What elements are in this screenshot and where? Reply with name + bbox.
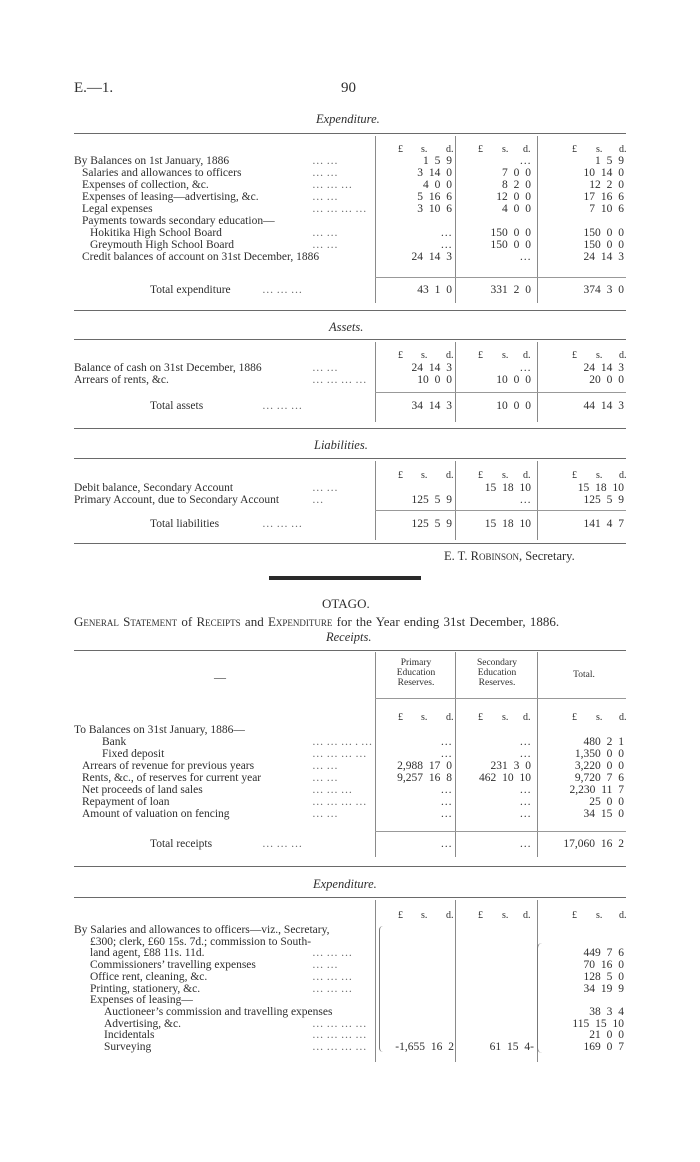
unit-label: s. bbox=[502, 144, 509, 155]
amount-cell: … bbox=[519, 808, 531, 820]
leader-dots: … … … bbox=[312, 982, 353, 995]
unit-label: £ bbox=[478, 712, 483, 723]
section-title-assets: Assets. bbox=[329, 320, 364, 334]
leader-dots: … … … bbox=[262, 838, 303, 850]
unit-label: s. bbox=[421, 712, 428, 723]
document-reference: E.—1. bbox=[74, 80, 114, 96]
unit-label: d. bbox=[523, 712, 531, 723]
row-label: Total expenditure bbox=[150, 284, 231, 296]
amount-cell: 169 0 7 bbox=[583, 1041, 624, 1053]
amount-cell: … bbox=[519, 748, 531, 760]
row-label: By Balances on 1st January, 1886 bbox=[74, 155, 230, 167]
leader-dots: … … … . … bbox=[312, 736, 373, 748]
amount-cell: 9,257 16 8 bbox=[397, 772, 452, 784]
title-part: of bbox=[181, 614, 193, 629]
column-divider bbox=[455, 900, 456, 1062]
leader-dots: … … … … bbox=[312, 1041, 367, 1053]
row-label: Printing, stationery, &c. bbox=[90, 982, 201, 995]
row-label: Net proceeds of land sales bbox=[82, 784, 203, 796]
region-heading: OTAGO. bbox=[322, 596, 370, 611]
subtotal-rule bbox=[375, 831, 626, 832]
row-label: Auctioneer’s commission and travelling expenses bbox=[104, 1005, 333, 1018]
unit-label: s. bbox=[502, 350, 509, 361]
amount-cell: 3 10 6 bbox=[417, 203, 452, 215]
row-label: Incidentals bbox=[104, 1029, 155, 1042]
row-label: To Balances on 31st January, 1886— bbox=[74, 724, 245, 736]
row-label: Balance of cash on 31st December, 1886 bbox=[74, 362, 262, 374]
row-label: Payments towards secondary education— bbox=[82, 215, 275, 227]
column-head-line: Education bbox=[396, 668, 436, 678]
unit-label: d. bbox=[523, 910, 531, 921]
column-head-dash: — bbox=[214, 670, 226, 684]
title-part: for the Year ending 31st December, 1886. bbox=[336, 614, 560, 629]
leader-dots: … … bbox=[312, 482, 338, 494]
row-label: Commissioners’ travelling expenses bbox=[90, 959, 256, 972]
row-label: Salaries and allowances to officers bbox=[82, 167, 242, 179]
leader-dots: … … bbox=[312, 362, 338, 374]
unit-label: s. bbox=[596, 144, 603, 155]
unit-label: s. bbox=[596, 470, 603, 481]
row-label: Credit balances of account on 31st December, 1886 bbox=[82, 251, 320, 263]
statement-title bbox=[74, 614, 559, 630]
unit-label: s. bbox=[421, 910, 428, 921]
column-divider bbox=[537, 652, 538, 857]
amount-cell: 70 16 0 bbox=[583, 959, 624, 972]
row-label: Hokitika High School Board bbox=[90, 227, 222, 239]
row-label: Expenses of leasing—advertising, &c. bbox=[82, 191, 259, 203]
leader-dots: … … bbox=[312, 191, 338, 203]
combined-amount: 61 15 4- bbox=[489, 1041, 534, 1053]
amount-cell: 2,230 11 7 bbox=[569, 784, 624, 796]
unit-label: £ bbox=[572, 470, 577, 481]
leader-dots: … … bbox=[312, 167, 338, 179]
row-label: Arrears of rents, &c. bbox=[74, 374, 169, 386]
amount-cell: … bbox=[519, 736, 531, 748]
unit-label: £ bbox=[398, 470, 403, 481]
amount-cell: 34 14 3 bbox=[411, 400, 452, 412]
row-label: Surveying bbox=[104, 1041, 152, 1053]
subtotal-rule bbox=[375, 392, 626, 393]
leader-dots: … … … … bbox=[312, 796, 367, 808]
unit-label: s. bbox=[502, 712, 509, 723]
unit-label: £ bbox=[572, 910, 577, 921]
signature-name: Robinson bbox=[470, 549, 519, 563]
column-head-total: Total. bbox=[573, 670, 595, 680]
column-divider bbox=[375, 652, 376, 857]
unit-label: s. bbox=[502, 910, 509, 921]
column-head-line: Education bbox=[477, 668, 517, 678]
column-divider bbox=[455, 652, 456, 857]
row-label: land agent, £88 11s. 11d. bbox=[90, 947, 205, 960]
amount-cell: 44 14 3 bbox=[583, 400, 624, 412]
column-divider bbox=[537, 342, 538, 422]
unit-label: £ bbox=[478, 144, 483, 155]
leader-dots: … … bbox=[312, 760, 338, 772]
amount-cell: 480 2 1 bbox=[583, 736, 624, 748]
unit-label: £ bbox=[398, 910, 403, 921]
amount-cell: 231 3 0 bbox=[490, 760, 531, 772]
unit-label: d. bbox=[619, 712, 627, 723]
amount-cell: 21 0 0 bbox=[589, 1029, 624, 1042]
leader-dots: … … … … bbox=[312, 1029, 367, 1042]
section-separator bbox=[269, 576, 421, 580]
amount-cell: 24 14 3 bbox=[411, 362, 452, 374]
amount-cell: 150 0 0 bbox=[583, 239, 624, 251]
amount-cell: 1,350 0 0 bbox=[574, 748, 624, 760]
leader-dots: … bbox=[312, 494, 324, 506]
amount-cell: 17 16 6 bbox=[583, 191, 624, 203]
column-head-line: Secondary bbox=[476, 658, 518, 668]
unit-label: s. bbox=[596, 712, 603, 723]
row-label: Rents, &c., of reserves for current year bbox=[82, 772, 262, 784]
leader-dots: … … … bbox=[312, 947, 353, 960]
title-part: Expenditure bbox=[267, 614, 333, 629]
signature-role: , Secretary. bbox=[518, 549, 575, 563]
row-label: Debit balance, Secondary Account bbox=[74, 482, 234, 494]
unit-label: s. bbox=[421, 470, 428, 481]
amount-cell: … bbox=[440, 736, 452, 748]
row-label: Expenses of leasing— bbox=[90, 994, 193, 1007]
amount-cell: 4 0 0 bbox=[423, 179, 452, 191]
column-head-secondary bbox=[457, 658, 537, 688]
amount-cell: 9,720 7 6 bbox=[574, 772, 624, 784]
grouping-brace bbox=[379, 926, 384, 1052]
leader-dots: … … … … bbox=[312, 203, 367, 215]
amount-cell: 24 14 3 bbox=[411, 251, 452, 263]
amount-cell: 2,988 17 0 bbox=[397, 760, 452, 772]
amount-cell: 115 15 10 bbox=[572, 1017, 624, 1030]
unit-label: £ bbox=[398, 350, 403, 361]
row-label: Total receipts bbox=[150, 838, 213, 850]
page-number: 90 bbox=[341, 80, 356, 96]
column-head-line: Reserves. bbox=[478, 678, 516, 688]
unit-label: d. bbox=[619, 910, 627, 921]
amount-cell: 43 1 0 bbox=[417, 284, 452, 296]
row-label: Arrears of revenue for previous years bbox=[82, 760, 255, 772]
amount-cell: 10 0 0 bbox=[496, 400, 531, 412]
row-label: Primary Account, due to Secondary Account bbox=[74, 494, 280, 506]
unit-label: s. bbox=[421, 144, 428, 155]
amount-cell: 150 0 0 bbox=[490, 239, 531, 251]
unit-label: d. bbox=[446, 470, 454, 481]
leader-dots: … … bbox=[312, 959, 338, 972]
amount-cell: 331 2 0 bbox=[490, 284, 531, 296]
unit-label: £ bbox=[478, 350, 483, 361]
grouping-brace bbox=[537, 943, 542, 1053]
table-rule bbox=[74, 650, 626, 651]
amount-cell: 1 5 9 bbox=[595, 155, 624, 167]
row-label: Office rent, cleaning, &c. bbox=[90, 970, 208, 983]
leader-dots: … … bbox=[312, 808, 338, 820]
leader-dots: … … … bbox=[312, 970, 353, 983]
amount-cell: 125 5 9 bbox=[411, 494, 452, 506]
leader-dots: … … … bbox=[312, 784, 353, 796]
unit-label: s. bbox=[502, 470, 509, 481]
amount-cell: 374 3 0 bbox=[583, 284, 624, 296]
amount-cell: 34 15 0 bbox=[583, 808, 624, 820]
amount-cell: 150 0 0 bbox=[490, 227, 531, 239]
amount-cell: 10 0 0 bbox=[417, 374, 452, 386]
unit-label: d. bbox=[619, 144, 627, 155]
amount-cell: 462 10 10 bbox=[479, 772, 531, 784]
row-label: Expenses of collection, &c. bbox=[82, 179, 209, 191]
table-rule bbox=[74, 866, 626, 867]
amount-cell: … bbox=[519, 838, 531, 850]
row-label: £300; clerk, £60 15s. 7d.; commission to South- bbox=[90, 935, 312, 948]
amount-cell: 38 3 4 bbox=[589, 1005, 624, 1018]
unit-label: d. bbox=[446, 910, 454, 921]
leader-dots: … … … bbox=[312, 179, 353, 191]
amount-cell: 8 2 0 bbox=[502, 179, 531, 191]
amount-cell: 128 5 0 bbox=[583, 970, 624, 983]
amount-cell: 125 5 9 bbox=[583, 494, 624, 506]
amount-cell: … bbox=[440, 227, 452, 239]
unit-label: d. bbox=[619, 470, 627, 481]
row-label: Bank bbox=[102, 736, 127, 748]
unit-label: £ bbox=[478, 470, 483, 481]
leader-dots: … … bbox=[312, 227, 338, 239]
leader-dots: … … … … bbox=[312, 748, 367, 760]
row-label: Total liabilities bbox=[150, 518, 220, 530]
amount-cell: 1 5 9 bbox=[423, 155, 452, 167]
unit-label: d. bbox=[446, 712, 454, 723]
amount-cell: 12 0 0 bbox=[496, 191, 531, 203]
amount-cell: … bbox=[519, 494, 531, 506]
leader-dots: … … bbox=[312, 155, 338, 167]
amount-cell: … bbox=[519, 155, 531, 167]
unit-label: s. bbox=[596, 910, 603, 921]
amount-cell: … bbox=[519, 251, 531, 263]
amount-cell: 150 0 0 bbox=[583, 227, 624, 239]
table-rule bbox=[74, 310, 626, 311]
amount-cell: 3,220 0 0 bbox=[574, 760, 624, 772]
column-divider bbox=[375, 461, 376, 540]
unit-label: £ bbox=[478, 910, 483, 921]
unit-label: d. bbox=[446, 144, 454, 155]
signature-initials: E. T. bbox=[444, 549, 468, 563]
amount-cell: … bbox=[440, 796, 452, 808]
table-rule bbox=[74, 458, 626, 459]
amount-cell: … bbox=[440, 808, 452, 820]
amount-cell: 7 10 6 bbox=[589, 203, 624, 215]
unit-label: £ bbox=[398, 712, 403, 723]
amount-cell: 10 14 0 bbox=[583, 167, 624, 179]
amount-cell: 34 19 9 bbox=[583, 982, 624, 995]
amount-cell: 20 0 0 bbox=[589, 374, 624, 386]
amount-cell: 449 7 6 bbox=[583, 947, 624, 960]
amount-cell: 10 0 0 bbox=[496, 374, 531, 386]
title-part: General Statement bbox=[74, 614, 178, 629]
amount-cell: 24 14 3 bbox=[583, 362, 624, 374]
row-label: Total assets bbox=[150, 400, 204, 412]
table-rule bbox=[74, 428, 626, 429]
table-rule bbox=[74, 133, 626, 134]
amount-cell: 5 16 6 bbox=[417, 191, 452, 203]
amount-cell: 125 5 9 bbox=[411, 518, 452, 530]
unit-label: £ bbox=[572, 144, 577, 155]
unit-label: d. bbox=[619, 350, 627, 361]
row-label: Legal expenses bbox=[82, 203, 153, 215]
leader-dots: … … … bbox=[262, 284, 303, 296]
header-rule bbox=[375, 698, 626, 699]
column-divider bbox=[455, 461, 456, 540]
row-label: Fixed deposit bbox=[102, 748, 165, 760]
unit-label: £ bbox=[572, 350, 577, 361]
row-label: Amount of valuation on fencing bbox=[82, 808, 230, 820]
unit-label: s. bbox=[421, 350, 428, 361]
amount-cell: … bbox=[440, 748, 452, 760]
unit-label: s. bbox=[596, 350, 603, 361]
amount-cell: … bbox=[519, 784, 531, 796]
title-part: and bbox=[244, 614, 264, 629]
unit-label: d. bbox=[523, 144, 531, 155]
amount-cell: … bbox=[519, 362, 531, 374]
amount-cell: 7 0 0 bbox=[502, 167, 531, 179]
column-divider bbox=[375, 342, 376, 422]
amount-cell: 25 0 0 bbox=[589, 796, 624, 808]
leader-dots: … … bbox=[312, 772, 338, 784]
section-title-expenditure: Expenditure. bbox=[316, 112, 380, 126]
leader-dots: … … bbox=[312, 239, 338, 251]
column-head-line: Primary bbox=[400, 658, 432, 668]
table-rule bbox=[74, 339, 626, 340]
amount-cell: … bbox=[519, 796, 531, 808]
amount-cell: 17,060 16 2 bbox=[563, 838, 624, 850]
amount-cell: 3 14 0 bbox=[417, 167, 452, 179]
unit-label: d. bbox=[446, 350, 454, 361]
amount-cell: … bbox=[440, 838, 452, 850]
section-title-liabilities: Liabilities. bbox=[314, 438, 368, 452]
unit-label: d. bbox=[523, 350, 531, 361]
column-divider bbox=[537, 461, 538, 540]
title-part: Receipts bbox=[196, 614, 241, 629]
combined-amount: -1,655 16 2 bbox=[395, 1041, 454, 1053]
leader-dots: … … … bbox=[262, 400, 303, 412]
table-rule bbox=[74, 897, 626, 898]
column-head-line: Reserves. bbox=[397, 678, 435, 688]
amount-cell: 15 18 10 bbox=[577, 482, 624, 494]
row-label: By Salaries and allowances to officers—viz., Secretary, bbox=[74, 924, 330, 936]
receipts-title: Receipts. bbox=[326, 630, 372, 644]
amount-cell: 12 2 0 bbox=[589, 179, 624, 191]
unit-label: £ bbox=[398, 144, 403, 155]
column-head-primary bbox=[377, 658, 455, 688]
amount-cell: … bbox=[440, 239, 452, 251]
subtotal-rule bbox=[375, 510, 626, 511]
signature bbox=[444, 549, 575, 564]
amount-cell: 15 18 10 bbox=[484, 482, 531, 494]
amount-cell: … bbox=[440, 784, 452, 796]
subtotal-rule bbox=[375, 277, 626, 278]
unit-label: £ bbox=[572, 712, 577, 723]
unit-label: d. bbox=[523, 470, 531, 481]
amount-cell: 4 0 0 bbox=[502, 203, 531, 215]
row-label: Repayment of loan bbox=[82, 796, 170, 808]
leader-dots: … … … … bbox=[312, 1017, 367, 1030]
row-label: Advertising, &c. bbox=[104, 1017, 181, 1030]
amount-cell: 24 14 3 bbox=[583, 251, 624, 263]
table-rule bbox=[74, 543, 626, 544]
expenditure-title-otago: Expenditure. bbox=[313, 877, 377, 891]
column-divider bbox=[375, 900, 376, 1062]
amount-cell: 141 4 7 bbox=[583, 518, 624, 530]
leader-dots: … … … bbox=[262, 518, 303, 530]
column-divider bbox=[455, 342, 456, 422]
amount-cell: 15 18 10 bbox=[484, 518, 531, 530]
leader-dots: … … … … bbox=[312, 374, 367, 386]
row-label: Greymouth High School Board bbox=[90, 239, 235, 251]
